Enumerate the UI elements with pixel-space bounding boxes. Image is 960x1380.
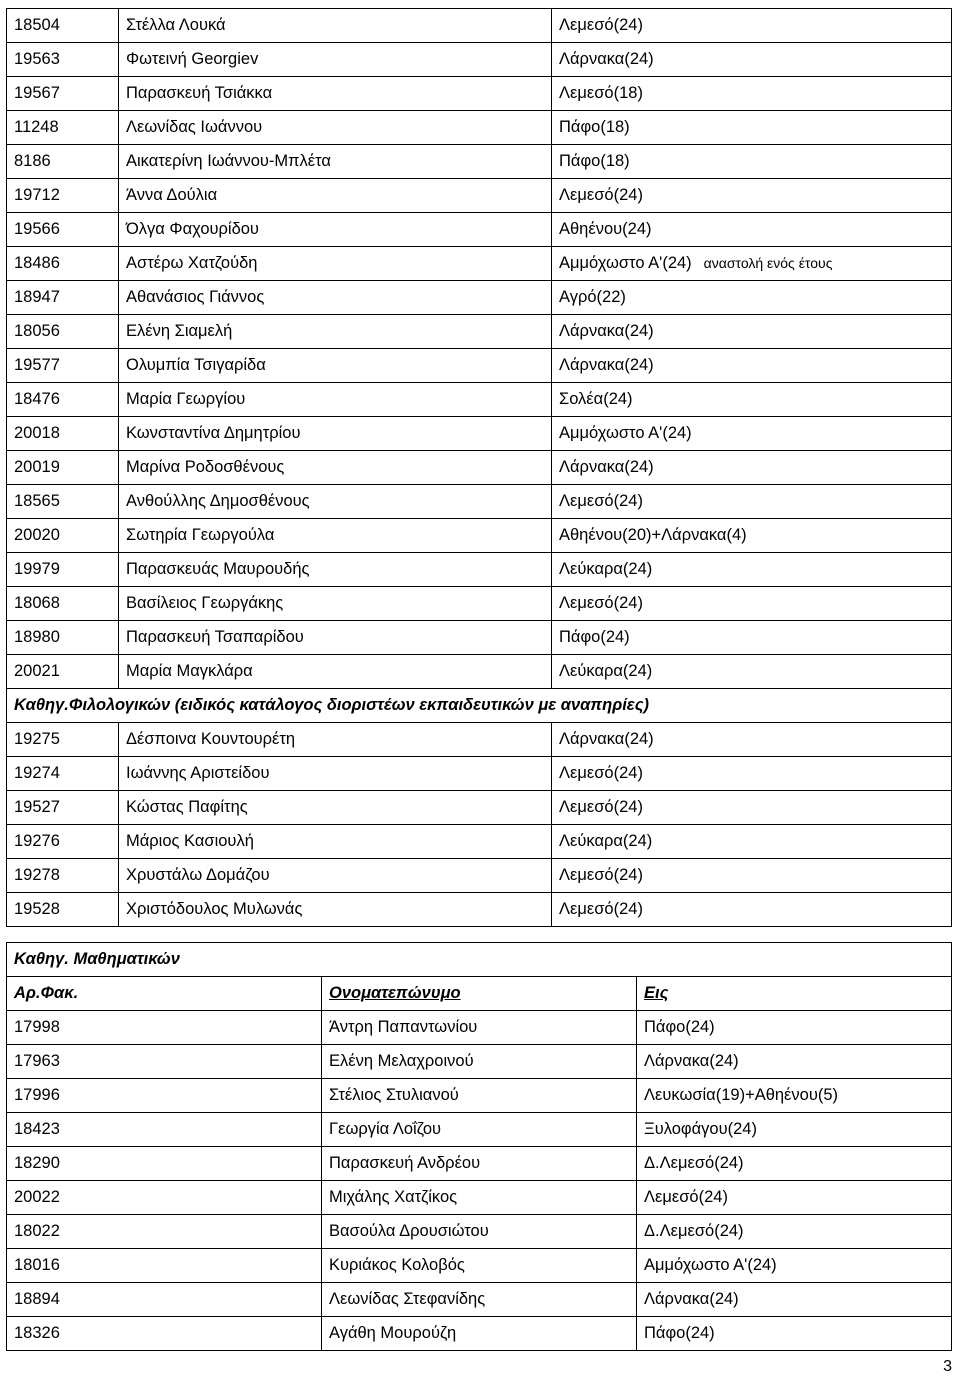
header-name: Ονοματεπώνυμο: [322, 977, 637, 1011]
placement-cell: Πάφο(24): [637, 1011, 952, 1045]
table-row: [7, 417, 952, 451]
name-cell: Παρασκευή Τσιάκκα: [119, 77, 552, 111]
file-number-cell: 19275: [7, 723, 119, 757]
file-number-cell: 18947: [7, 281, 119, 315]
table-row: [7, 1079, 952, 1113]
table-row: [7, 1181, 952, 1215]
name-cell: Ελένη Σιαμελή: [119, 315, 552, 349]
name-cell: Μαρίνα Ροδοσθένους: [119, 451, 552, 485]
placement-cell: Λεύκαρα(24): [552, 655, 952, 689]
name-cell: Παρασκευή Τσαπαρίδου: [119, 621, 552, 655]
name-cell: Αγάθη Μουρούζη: [322, 1317, 637, 1351]
name-cell: Σωτηρία Γεωργούλα: [119, 519, 552, 553]
file-number-cell: 18290: [7, 1147, 322, 1181]
page-number: 3: [943, 1358, 952, 1375]
placement-cell: Λευκωσία(19)+Αθηένου(5): [637, 1079, 952, 1113]
file-number-cell: 18504: [7, 9, 119, 43]
name-cell: Χρυστάλω Δομάζου: [119, 859, 552, 893]
placement-cell: Αμμόχωστο Α'(24): [552, 417, 952, 451]
table-row: [7, 315, 952, 349]
placement-cell: Λεμεσό(24): [552, 587, 952, 621]
table-row: [7, 349, 952, 383]
table-row: [7, 621, 952, 655]
file-number-cell: 19274: [7, 757, 119, 791]
table-row: [7, 655, 952, 689]
file-number-cell: 19577: [7, 349, 119, 383]
file-number-cell: 18486: [7, 247, 119, 281]
name-cell: Λεωνίδας Ιωάννου: [119, 111, 552, 145]
table-row: [7, 1317, 952, 1351]
placement-cell: Δ.Λεμεσό(24): [637, 1147, 952, 1181]
table-row: [7, 1147, 952, 1181]
table-row: [7, 757, 952, 791]
name-cell: Άντρη Παπαντωνίου: [322, 1011, 637, 1045]
placement-cell: Λάρνακα(24): [637, 1283, 952, 1317]
name-cell: Αικατερίνη Ιωάννου-Μπλέτα: [119, 145, 552, 179]
table-row: [7, 723, 952, 757]
name-cell: Φωτεινή Georgiev: [119, 43, 552, 77]
name-cell: Αθανάσιος Γιάννος: [119, 281, 552, 315]
table-row: [7, 179, 952, 213]
placement-cell: Λεμεσό(24): [552, 179, 952, 213]
table-row: [7, 9, 952, 43]
placement-cell: Λάρνακα(24): [552, 451, 952, 485]
name-cell: Κυριάκος Κολοβός: [322, 1249, 637, 1283]
file-number-cell: 20020: [7, 519, 119, 553]
placement-cell: Λάρνακα(24): [552, 723, 952, 757]
header-row: [7, 977, 952, 1011]
table-row: [7, 791, 952, 825]
file-number-cell: 19712: [7, 179, 119, 213]
table-row: [7, 553, 952, 587]
name-cell: Παρασκευή Ανδρέου: [322, 1147, 637, 1181]
name-cell: Μιχάλης Χατζίκος: [322, 1181, 637, 1215]
file-number-cell: 19567: [7, 77, 119, 111]
table-row: [7, 451, 952, 485]
name-cell: Στέλλα Λουκά: [119, 9, 552, 43]
file-number-cell: 19566: [7, 213, 119, 247]
file-number-cell: 18326: [7, 1317, 322, 1351]
name-cell: Παρασκευάς Μαυρουδής: [119, 553, 552, 587]
placement-note: αναστολή ενός έτους: [703, 255, 833, 271]
file-number-cell: 19276: [7, 825, 119, 859]
placement-cell: Δ.Λεμεσό(24): [637, 1215, 952, 1249]
placement-cell: Λεμεσό(24): [552, 9, 952, 43]
placement-cell: Λάρνακα(24): [637, 1045, 952, 1079]
table-row: [7, 1045, 952, 1079]
file-number-cell: 8186: [7, 145, 119, 179]
file-number-cell: 17963: [7, 1045, 322, 1079]
placement-cell: Πάφο(24): [637, 1317, 952, 1351]
name-cell: Μάριος Κασιουλή: [119, 825, 552, 859]
file-number-cell: 19528: [7, 893, 119, 927]
name-cell: Βασούλα Δρουσιώτου: [322, 1215, 637, 1249]
name-cell: Ελένη Μελαχροινού: [322, 1045, 637, 1079]
file-number-cell: 17996: [7, 1079, 322, 1113]
table-row: [7, 893, 952, 927]
header-file-number: Αρ.Φακ.: [7, 977, 322, 1011]
name-cell: Χριστόδουλος Μυλωνάς: [119, 893, 552, 927]
name-cell: Ολυμπία Τσιγαρίδα: [119, 349, 552, 383]
table-row: [7, 43, 952, 77]
table-row: [7, 825, 952, 859]
name-cell: Ανθούλλης Δημοσθένους: [119, 485, 552, 519]
name-cell: Κώστας Παφίτης: [119, 791, 552, 825]
name-cell: Άννα Δούλια: [119, 179, 552, 213]
table-row: [7, 281, 952, 315]
placement-cell: Ξυλοφάγου(24): [637, 1113, 952, 1147]
name-cell: Γεωργία Λοΐζου: [322, 1113, 637, 1147]
placement-cell: Λεμεσό(24): [552, 485, 952, 519]
placement-cell: Λάρνακα(24): [552, 43, 952, 77]
table-row: [7, 145, 952, 179]
placement-cell: Σολέα(24): [552, 383, 952, 417]
file-number-cell: 18423: [7, 1113, 322, 1147]
section-title: Καθηγ.Φιλολογικών (ειδικός κατάλογος διοριστέων εκπαιδευτικών με αναπηρίες): [7, 689, 952, 723]
file-number-cell: 18016: [7, 1249, 322, 1283]
placement-cell: Λεμεσό(24): [552, 791, 952, 825]
table-row: [7, 1249, 952, 1283]
placement-cell: Πάφο(18): [552, 111, 952, 145]
placement-text: Αμμόχωστο Α'(24): [559, 254, 692, 272]
appointments-table-2: [6, 942, 952, 1351]
name-cell: Κωνσταντίνα Δημητρίου: [119, 417, 552, 451]
placement-cell: Πάφο(24): [552, 621, 952, 655]
name-cell: Λεωνίδας Στεφανίδης: [322, 1283, 637, 1317]
placement-cell: Αθηένου(24): [552, 213, 952, 247]
placement-cell: Λεμεσό(24): [552, 893, 952, 927]
placement-cell: Αγρό(22): [552, 281, 952, 315]
table-row: [7, 1011, 952, 1045]
appointments-table-1: [6, 8, 952, 927]
file-number-cell: 19278: [7, 859, 119, 893]
table-row: [7, 485, 952, 519]
name-cell: Μαρία Γεωργίου: [119, 383, 552, 417]
file-number-cell: 20021: [7, 655, 119, 689]
section-row: [7, 943, 952, 977]
file-number-cell: 18980: [7, 621, 119, 655]
placement-cell: Λεμεσό(24): [552, 859, 952, 893]
file-number-cell: 19979: [7, 553, 119, 587]
placement-cell: Λεμεσό(24): [637, 1181, 952, 1215]
table-row: [7, 587, 952, 621]
table-row: [7, 1113, 952, 1147]
name-cell: Αστέρω Χατζούδη: [119, 247, 552, 281]
file-number-cell: 18894: [7, 1283, 322, 1317]
placement-cell: Πάφο(18): [552, 145, 952, 179]
file-number-cell: 18476: [7, 383, 119, 417]
file-number-cell: 18068: [7, 587, 119, 621]
table-row: [7, 1283, 952, 1317]
file-number-cell: 20022: [7, 1181, 322, 1215]
placement-cell: Λεύκαρα(24): [552, 553, 952, 587]
file-number-cell: 18022: [7, 1215, 322, 1249]
placement-cell: Λεμεσό(24): [552, 757, 952, 791]
table-row: [7, 111, 952, 145]
name-cell: Βασίλειος Γεωργάκης: [119, 587, 552, 621]
table-row: [7, 859, 952, 893]
file-number-cell: 18056: [7, 315, 119, 349]
placement-cell: Λάρνακα(24): [552, 315, 952, 349]
name-cell: Ιωάννης Αριστείδου: [119, 757, 552, 791]
name-cell: Δέσποινα Κουντουρέτη: [119, 723, 552, 757]
name-cell: Όλγα Φαχουρίδου: [119, 213, 552, 247]
file-number-cell: 11248: [7, 111, 119, 145]
table-row: [7, 383, 952, 417]
name-cell: Μαρία Μαγκλάρα: [119, 655, 552, 689]
placement-cell: [552, 247, 952, 281]
file-number-cell: 18565: [7, 485, 119, 519]
table-row: [7, 247, 952, 281]
section-title: Καθηγ. Μαθηματικών: [7, 943, 952, 977]
file-number-cell: 19563: [7, 43, 119, 77]
table-row: [7, 213, 952, 247]
file-number-cell: 17998: [7, 1011, 322, 1045]
header-placement: Εις: [637, 977, 952, 1011]
file-number-cell: 19527: [7, 791, 119, 825]
placement-cell: Λεύκαρα(24): [552, 825, 952, 859]
placement-cell: Λεμεσό(18): [552, 77, 952, 111]
file-number-cell: 20018: [7, 417, 119, 451]
table-row: [7, 77, 952, 111]
file-number-cell: 20019: [7, 451, 119, 485]
section-row: [7, 689, 952, 723]
table-row: [7, 519, 952, 553]
placement-cell: Αμμόχωστο Α'(24): [637, 1249, 952, 1283]
name-cell: Στέλιος Στυλιανού: [322, 1079, 637, 1113]
placement-cell: Λάρνακα(24): [552, 349, 952, 383]
placement-cell: Αθηένου(20)+Λάρνακα(4): [552, 519, 952, 553]
table-row: [7, 1215, 952, 1249]
